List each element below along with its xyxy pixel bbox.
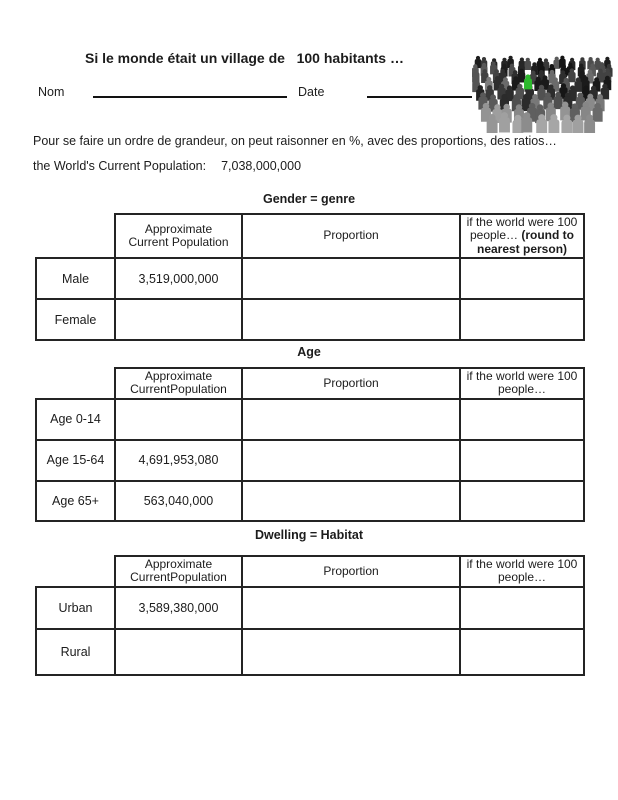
gender-header-spacer xyxy=(36,214,115,258)
gender-population-header: Approximate Current Population xyxy=(115,214,242,258)
date-label: Date xyxy=(298,85,325,99)
population-label: the World's Current Population: xyxy=(33,159,207,173)
age-65-label: Age 65+ xyxy=(36,481,115,521)
dwelling-urban-label: Urban xyxy=(36,587,115,629)
gender-village-header: if the world were 100 people… (round to nearest person) xyxy=(460,214,584,258)
age-65-proportion-cell[interactable] xyxy=(242,481,460,521)
dwelling-rural-label: Rural xyxy=(36,629,115,675)
dwelling-urban-village-cell[interactable] xyxy=(460,587,584,629)
age-65-population-cell: 563,040,000 xyxy=(115,481,242,521)
gender-male-proportion-cell[interactable] xyxy=(242,258,460,299)
age-0-14-village-cell[interactable] xyxy=(460,399,584,440)
gender-table xyxy=(35,213,585,341)
section-title-gender: Gender = genre xyxy=(262,192,356,206)
dwelling-urban-population-cell: 3,589,380,000 xyxy=(115,587,242,629)
age-65-village-cell[interactable] xyxy=(460,481,584,521)
age-15-64-proportion-cell[interactable] xyxy=(242,440,460,481)
age-15-64-label: Age 15-64 xyxy=(36,440,115,481)
age-population-header: Approximate CurrentPopulation xyxy=(115,368,242,399)
age-15-64-village-cell[interactable] xyxy=(460,440,584,481)
name-input-line[interactable] xyxy=(93,96,287,98)
age-proportion-header: Proportion xyxy=(242,368,460,399)
gender-male-label: Male xyxy=(36,258,115,299)
age-0-14-population-cell[interactable] xyxy=(115,399,242,440)
gender-female-label: Female xyxy=(36,299,115,340)
section-title-dwelling: Dwelling = Habitat xyxy=(254,528,363,542)
age-0-14-proportion-cell[interactable] xyxy=(242,399,460,440)
age-0-14-label: Age 0-14 xyxy=(36,399,115,440)
gender-male-population-cell: 3,519,000,000 xyxy=(115,258,242,299)
dwelling-proportion-header: Proportion xyxy=(242,556,460,587)
age-table xyxy=(35,367,585,522)
dwelling-header-spacer xyxy=(36,556,115,587)
page-title: Si le monde était un village de 100 habitants … xyxy=(85,50,404,66)
population-value: 7,038,000,000 xyxy=(221,159,302,173)
name-label: Nom xyxy=(38,85,65,99)
gender-male-village-cell[interactable] xyxy=(460,258,584,299)
section-title-age: Age xyxy=(297,345,321,359)
age-header-spacer xyxy=(36,368,115,399)
age-15-64-population-cell: 4,691,953,080 xyxy=(115,440,242,481)
age-village-header: if the world were 100 people… xyxy=(460,368,584,399)
gender-female-proportion-cell[interactable] xyxy=(242,299,460,340)
dwelling-rural-population-cell[interactable] xyxy=(115,629,242,675)
crowd-image xyxy=(472,53,613,133)
gender-female-population-cell[interactable] xyxy=(115,299,242,340)
crowd-of-people-icon xyxy=(472,53,613,133)
dwelling-urban-proportion-cell[interactable] xyxy=(242,587,460,629)
dwelling-rural-proportion-cell[interactable] xyxy=(242,629,460,675)
dwelling-table xyxy=(35,555,585,676)
dwelling-rural-village-cell[interactable] xyxy=(460,629,584,675)
population-line xyxy=(33,159,301,173)
dwelling-village-header: if the world were 100 people… xyxy=(460,556,584,587)
gender-proportion-header: Proportion xyxy=(242,214,460,258)
intro-text: Pour se faire un ordre de grandeur, on peut raisonner en %, avec des proportions, des ratios… xyxy=(33,134,557,148)
dwelling-population-header: Approximate CurrentPopulation xyxy=(115,556,242,587)
gender-female-village-cell[interactable] xyxy=(460,299,584,340)
